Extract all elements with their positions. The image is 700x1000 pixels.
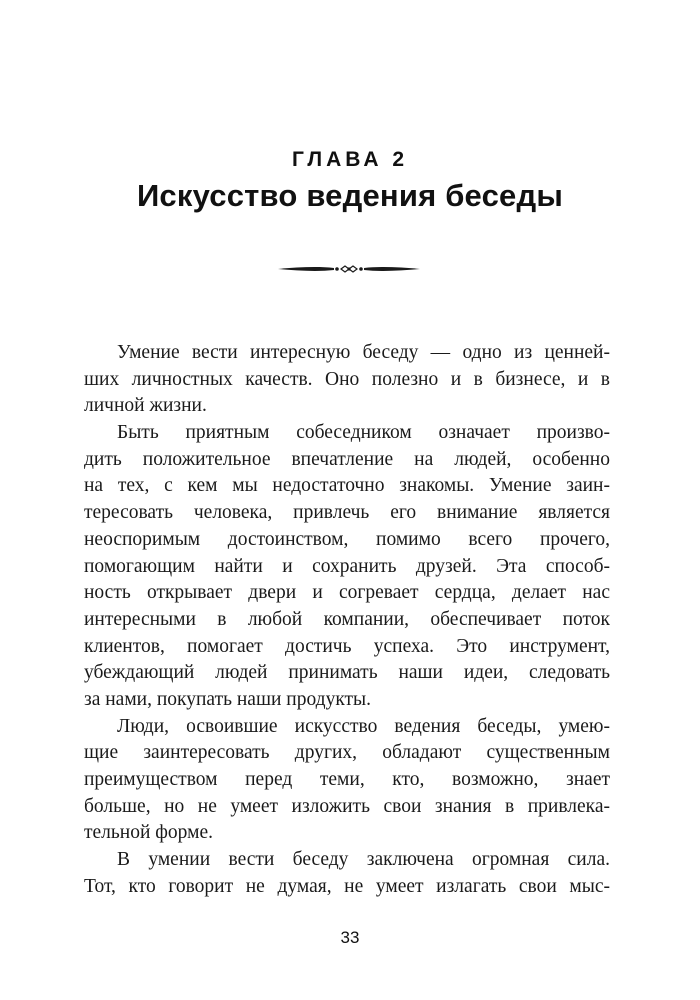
text-line: ность открывает двери и согревает сердца, делает нас [84,582,610,604]
paragraph-1 [84,340,610,420]
text-line: за нами, покупать наши продукты. [84,688,372,710]
text-line: тересовать человека, привлечь его внимание является [84,502,610,524]
text-line: Люди, освоившие искусство ведения беседы, умею- [117,715,610,737]
text-line: дить положительное впечатление на людей, особенно [84,448,610,470]
chapter-title: Искусство ведения беседы [136,178,564,213]
paragraph-4 [84,847,610,900]
page-number: 33 [340,928,360,947]
text-line: преимуществом перед теми, кто, возможно, знает [84,769,610,790]
text-line: Умение вести интересную беседу — одно из ценней- [117,342,610,363]
paragraph-3 [84,714,610,847]
body-text [84,340,610,900]
text-line: клиентов, помогает достичь успеха. Это инструмент, [84,635,610,657]
text-line: Тот, кто говорит не думая, не умеет излагать свои мыс- [84,875,610,897]
chapter-label: ГЛАВА 2 [291,148,409,171]
text-line: убеждающий людей принимать наши идеи, следовать [84,662,610,684]
paragraph-2 [84,420,610,714]
text-line: щие заинтересовать других, обладают существенным [84,742,610,764]
text-line: ших личностных качеств. Оно полезно и в бизнесе, и в [84,368,610,390]
text-line: тельной форме. [84,822,214,844]
text-line: на тех, с кем мы недостаточно знакомы. Умение заин- [84,475,610,497]
text-line: интересными в любой компании, обеспечивает поток [84,608,610,630]
text-line: личной жизни. [84,395,207,417]
text-line: В умении вести беседу заключена огромная сила. [117,849,610,871]
text-line: помогающим найти и сохранить друзей. Эта способ- [84,555,610,577]
text-line: больше, но не умеет изложить свои знания в привлека- [84,795,610,817]
ornament-divider-icon [278,262,420,276]
text-line: Быть приятным собеседником означает произво- [117,422,610,444]
text-line: неоспоримым достоинством, помимо всего прочего, [84,528,610,550]
